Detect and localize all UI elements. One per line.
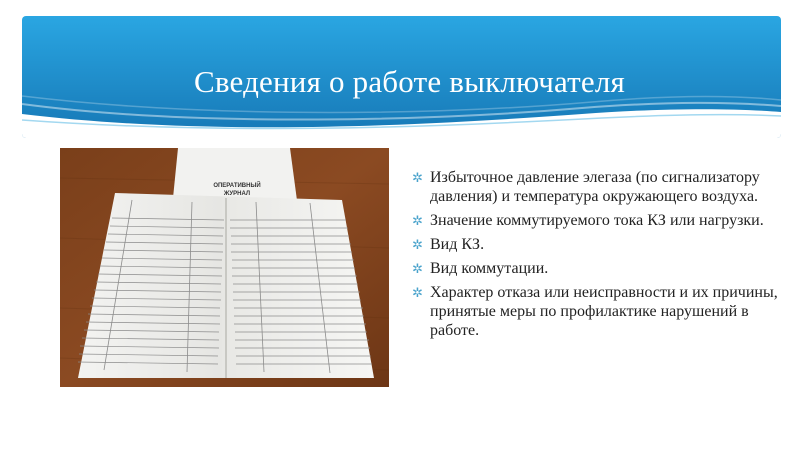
bullet-item xyxy=(412,283,782,340)
bullet-text: Значение коммутируемого тока КЗ или нагрузки. xyxy=(430,212,764,229)
journal-photo xyxy=(60,148,389,387)
header-banner xyxy=(22,16,781,138)
journal-title-line2: ЖУРНАЛ xyxy=(223,191,251,197)
bullet-item xyxy=(412,235,782,254)
bullet-item xyxy=(412,259,782,278)
bullet-text: Избыточное давление элегаза (по сигнализатору давления) и температура окружающего воздуха. xyxy=(430,169,760,205)
slide-title: Сведения о работе выключателя xyxy=(194,64,625,99)
bullet-star-icon: ✲ xyxy=(412,237,423,252)
journal-photo-image xyxy=(60,148,389,387)
bullet-star-icon: ✲ xyxy=(412,285,423,300)
bullet-list xyxy=(412,168,782,345)
bullet-star-icon: ✲ xyxy=(412,170,423,185)
bullet-text: Характер отказа или неисправности и их причины, принятые меры по профилактике нарушений в работе. xyxy=(430,284,778,339)
bullet-star-icon: ✲ xyxy=(412,261,423,276)
bullet-star-icon: ✲ xyxy=(412,213,423,228)
bullet-text: Вид коммутации. xyxy=(430,260,549,277)
bullet-text: Вид КЗ. xyxy=(430,236,485,253)
bullet-item xyxy=(412,211,782,230)
bullet-item xyxy=(412,168,782,206)
journal-title-line1: ОПЕРАТИВНЫЙ xyxy=(213,183,261,189)
